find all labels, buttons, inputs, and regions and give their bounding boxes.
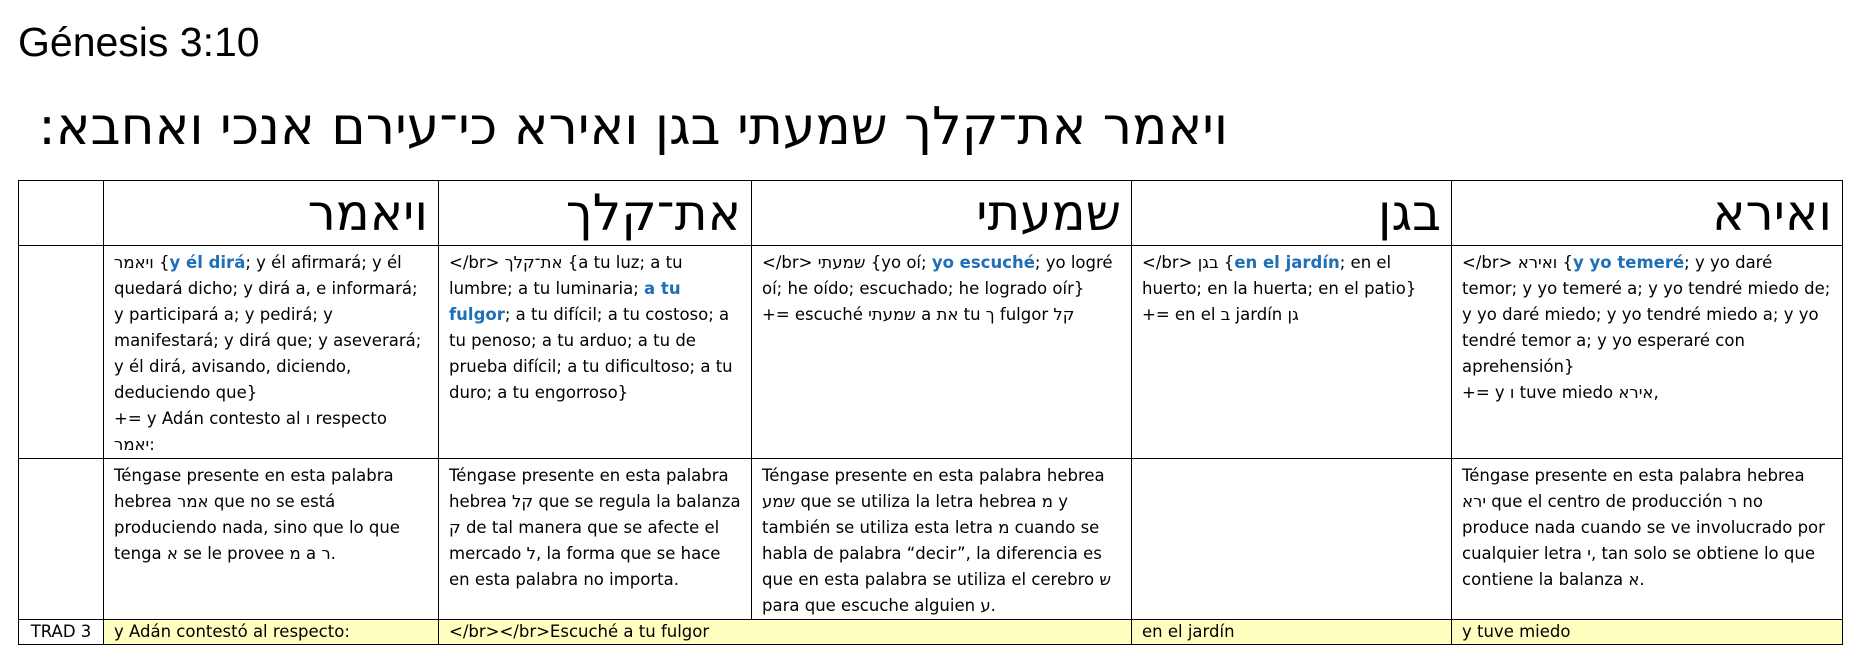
senses-text: </br> את־קלך {a tu luz; a tu lumbre; a tu luminaria;: [449, 253, 683, 298]
trad-cell: y tuve miedo: [1452, 620, 1843, 645]
note-cell: Téngase presente en esta palabra hebrea אמר que no se está produciendo nada, sino que lo que tenga א se le provee מ a ר.: [104, 459, 439, 620]
sense-note: += en el ב jardín גן: [1142, 305, 1299, 324]
note-cell: [1132, 459, 1452, 620]
header-word: שמעתי: [752, 181, 1132, 246]
sense-note: += y ו tuve miedo אירא,: [1462, 383, 1659, 402]
translation-table: [18, 180, 1843, 645]
senses-text: ; y yo daré temor; y yo temeré a; y yo tendré miedo de; y yo daré miedo; y yo tendré miedo a; y yo tendré temor a; y yo esperaré con aprehensión}: [1462, 253, 1831, 376]
hebrew-verse: ויאמר את־קלך שמעתי בגן ואירא כי־עירם אנכי ואחבא:: [38, 97, 1228, 157]
header-word: ויאמר: [104, 181, 439, 246]
senses-cell: [439, 246, 752, 459]
senses-text: ; en el huerto; en la huerta; en el patio}: [1142, 253, 1417, 298]
senses-text: </br> שמעתי {yo oí;: [762, 253, 932, 272]
sense-note: += y Adán contesto al ו respecto יאמר:: [114, 409, 387, 454]
senses-text: ויאמר {: [114, 253, 170, 272]
notes-row: [19, 459, 1843, 620]
header-empty-cell: [19, 181, 104, 246]
highlighted-sense: en el jardín: [1234, 253, 1340, 272]
header-word: את־קלך: [439, 181, 752, 246]
highlighted-sense: yo escuché: [931, 253, 1035, 272]
header-word: ואירא: [1452, 181, 1843, 246]
highlighted-sense: a tu fulgor: [449, 279, 681, 324]
note-cell: Téngase presente en esta palabra hebrea שמע que se utiliza la letra hebrea מ y también se utiliza esta letra מ cuando se habla de palabra “decir”, la diferencia es que en esta palabra se utiliza el cerebro ש para que escuche alguien ע.: [752, 459, 1132, 620]
header-word: בגן: [1132, 181, 1452, 246]
senses-cell: [752, 246, 1132, 459]
trad-cell: </br></br>Escuché a tu fulgor: [439, 620, 1132, 645]
page-title: Génesis 3:10: [18, 19, 260, 65]
senses-text: ; yo logré oí; he oído; escuchado; he logrado oír}: [762, 253, 1113, 298]
note-cell: Téngase presente en esta palabra hebrea ירא que el centro de producción ר no produce nada cuando se ve involucrado por cualquier letra י, tan solo se obtiene lo que contiene la balanza א.: [1452, 459, 1843, 620]
senses-row: [19, 246, 1843, 459]
highlighted-sense: y él dirá: [169, 253, 246, 272]
row-label-empty: [19, 459, 104, 620]
senses-cell: [104, 246, 439, 459]
trad-row: [19, 620, 1843, 645]
senses-cell: [1452, 246, 1843, 459]
trad-label: TRAD 3: [19, 620, 104, 645]
row-label-empty: [19, 246, 104, 459]
sense-note: += escuché שמעתי a את tu ך fulgor קל: [762, 305, 1075, 324]
senses-cell: [1132, 246, 1452, 459]
senses-text: ; a tu difícil; a tu costoso; a tu penoso; a tu arduo; a tu de prueba difícil; a tu dificultoso; a tu duro; a tu engorroso}: [449, 305, 733, 402]
senses-text: ; y él afirmará; y él quedará dicho; y dirá a, e informará; y participará a; y pedirá; y manifestará; y dirá que; y aseverará; y él dirá, avisando, diciendo, deduciendo que}: [114, 253, 422, 402]
trad-cell: en el jardín: [1132, 620, 1452, 645]
trad-cell: y Adán contestó al respecto:: [104, 620, 439, 645]
senses-text: </br> ואירא {: [1462, 253, 1574, 272]
highlighted-sense: y yo temeré: [1573, 253, 1685, 272]
senses-text: </br> בגן {: [1142, 253, 1235, 272]
note-cell: Téngase presente en esta palabra hebrea קל que se regula la balanza ק de tal manera que se afecte el mercado ל, la forma que se hace en esta palabra no importa.: [439, 459, 752, 620]
header-row: [19, 181, 1843, 246]
